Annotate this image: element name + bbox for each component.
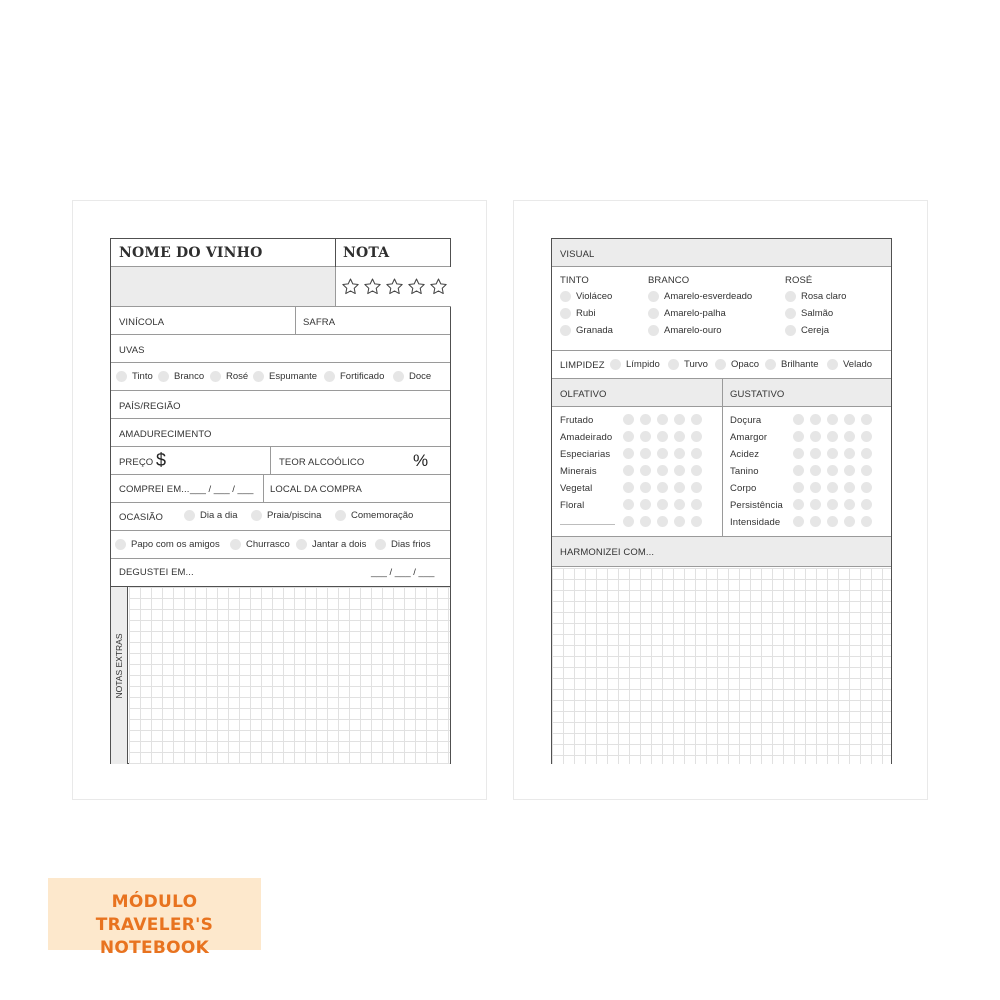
- scale-dot[interactable]: [793, 414, 804, 425]
- occasion-option-dia-a-dia[interactable]: Dia a dia: [184, 510, 238, 521]
- radio-dot: [324, 371, 335, 382]
- radio-dot: [648, 291, 659, 302]
- purchase-place-label: LOCAL DA COMPRA: [270, 484, 362, 495]
- sense-item-label: Corpo: [730, 483, 757, 494]
- tasted-date-blank[interactable]: ___ / ___ / ___: [371, 567, 435, 578]
- rating-stars[interactable]: [341, 277, 448, 296]
- scale-dot[interactable]: [657, 448, 668, 459]
- star-icon[interactable]: [385, 277, 404, 296]
- type-option-espumante[interactable]: Espumante: [253, 371, 317, 382]
- scale-dot[interactable]: [640, 482, 651, 493]
- olfactory-list: [552, 407, 722, 537]
- scale-dot[interactable]: [861, 499, 872, 510]
- notes-grid[interactable]: [129, 587, 450, 764]
- color-option-amarelo-palha[interactable]: Amarelo-palha: [648, 308, 726, 319]
- scale-dot[interactable]: [691, 448, 702, 459]
- scale-dot[interactable]: [623, 499, 634, 510]
- radio-dot: [375, 539, 386, 550]
- intensity-scale[interactable]: [623, 465, 702, 476]
- scale-dot[interactable]: [657, 465, 668, 476]
- scale-dot[interactable]: [810, 499, 821, 510]
- alcohol-label: TEOR ALCOÓLICO: [279, 457, 365, 468]
- scale-dot[interactable]: [674, 448, 685, 459]
- radio-dot: [251, 510, 262, 521]
- sense-item-label: Persistência: [730, 500, 783, 511]
- scale-dot[interactable]: [861, 414, 872, 425]
- radio-dot: [230, 539, 241, 550]
- color-option-violaceo[interactable]: Violáceo: [560, 291, 612, 302]
- sense-item-label: Floral: [560, 500, 585, 511]
- scale-dot[interactable]: [844, 431, 855, 442]
- intensity-scale[interactable]: [623, 448, 702, 459]
- scale-dot[interactable]: [640, 431, 651, 442]
- color-option-amarelo-esverdeado[interactable]: Amarelo-esverdeado: [648, 291, 752, 302]
- radio-dot: [253, 371, 264, 382]
- scale-dot[interactable]: [674, 431, 685, 442]
- scale-dot[interactable]: [640, 465, 651, 476]
- country-label: PAÍS/REGIÃO: [119, 401, 181, 412]
- clarity-row: [552, 351, 891, 379]
- sense-item-label: Especiarias: [560, 449, 611, 460]
- intensity-scale[interactable]: [793, 465, 872, 476]
- module-badge: [48, 878, 261, 958]
- radio-dot: [648, 308, 659, 319]
- scale-dot[interactable]: [691, 482, 702, 493]
- aging-row: [111, 419, 450, 447]
- scale-dot[interactable]: [623, 465, 634, 476]
- header-row: [111, 239, 450, 267]
- type-option-rose[interactable]: Rosé: [210, 371, 248, 382]
- scale-dot[interactable]: [640, 499, 651, 510]
- scale-dot[interactable]: [844, 465, 855, 476]
- scale-dot[interactable]: [827, 499, 838, 510]
- scale-dot[interactable]: [674, 516, 685, 527]
- scale-dot[interactable]: [623, 414, 634, 425]
- group-tinto-label: TINTO: [560, 275, 589, 286]
- scale-dot[interactable]: [691, 431, 702, 442]
- wine-info-card: [110, 238, 451, 764]
- scale-dot[interactable]: [674, 499, 685, 510]
- scale-dot[interactable]: [861, 448, 872, 459]
- sense-item-label: Vegetal: [560, 483, 593, 494]
- occasion-option-jantar[interactable]: Jantar a dois: [296, 539, 366, 550]
- purchase-row: [111, 475, 450, 503]
- purchase-divider: [263, 475, 264, 503]
- scale-dot[interactable]: [827, 448, 838, 459]
- group-branco-label: BRANCO: [648, 275, 690, 286]
- bought-date-blank[interactable]: ___ / ___ / ___: [190, 484, 254, 495]
- star-icon[interactable]: [407, 277, 426, 296]
- olfactory-label: OLFATIVO: [560, 389, 607, 400]
- scale-dot[interactable]: [657, 431, 668, 442]
- occasion-option-praia[interactable]: Praia/piscina: [251, 510, 321, 521]
- scale-dot[interactable]: [793, 448, 804, 459]
- radio-dot: [393, 371, 404, 382]
- clarity-option-limpido[interactable]: Límpido: [610, 359, 660, 370]
- rating-label: NOTA: [343, 245, 390, 261]
- scale-dot[interactable]: [793, 465, 804, 476]
- radio-dot: [560, 308, 571, 319]
- star-icon[interactable]: [429, 277, 448, 296]
- scale-dot[interactable]: [827, 431, 838, 442]
- clarity-option-brilhante[interactable]: Brilhante: [765, 359, 819, 370]
- radio-dot: [115, 539, 126, 550]
- country-row: [111, 391, 450, 419]
- intensity-scale[interactable]: [623, 431, 702, 442]
- scale-dot[interactable]: [810, 465, 821, 476]
- badge-line-1: MÓDULO: [111, 892, 198, 912]
- intensity-scale[interactable]: [793, 482, 872, 493]
- visual-header: [552, 239, 891, 267]
- intensity-scale[interactable]: [793, 516, 872, 527]
- radio-dot: [116, 371, 127, 382]
- scale-dot[interactable]: [657, 414, 668, 425]
- scale-dot[interactable]: [623, 431, 634, 442]
- price-row: [111, 447, 450, 475]
- group-rose-label: ROSÉ: [785, 275, 813, 286]
- scale-dot[interactable]: [657, 482, 668, 493]
- scale-dot[interactable]: [657, 499, 668, 510]
- sense-item-label: Amargor: [730, 432, 768, 443]
- scale-dot[interactable]: [844, 516, 855, 527]
- scale-dot[interactable]: [691, 414, 702, 425]
- scale-dot[interactable]: [623, 448, 634, 459]
- scale-dot[interactable]: [827, 516, 838, 527]
- intensity-scale[interactable]: [623, 482, 702, 493]
- radio-dot: [648, 325, 659, 336]
- color-section: [552, 267, 891, 351]
- scale-dot[interactable]: [674, 465, 685, 476]
- scale-dot[interactable]: [793, 482, 804, 493]
- scale-dot[interactable]: [861, 465, 872, 476]
- sense-item-label: Minerais: [560, 466, 597, 477]
- intensity-scale[interactable]: [623, 499, 702, 510]
- type-option-doce[interactable]: Doce: [393, 371, 431, 382]
- gustatory-label: GUSTATIVO: [730, 389, 785, 400]
- intensity-scale[interactable]: [623, 414, 702, 425]
- right-page: [513, 200, 928, 800]
- radio-dot: [668, 359, 679, 370]
- intensity-scale[interactable]: [793, 414, 872, 425]
- scale-dot[interactable]: [640, 414, 651, 425]
- occasion-option-comemoracao[interactable]: Comemoração: [335, 510, 413, 521]
- scale-dot[interactable]: [844, 414, 855, 425]
- type-option-tinto[interactable]: Tinto: [116, 371, 153, 382]
- gustatory-list: [722, 407, 892, 537]
- pairing-grid[interactable]: [552, 568, 891, 764]
- occasion-row-1: [111, 503, 450, 531]
- scale-dot[interactable]: [640, 448, 651, 459]
- radio-dot: [158, 371, 169, 382]
- pairing-header: [552, 537, 891, 567]
- type-option-fortificado[interactable]: Fortificado: [324, 371, 384, 382]
- scale-dot[interactable]: [623, 482, 634, 493]
- clarity-option-opaco[interactable]: Opaco: [715, 359, 759, 370]
- scale-dot[interactable]: [691, 499, 702, 510]
- scale-dot[interactable]: [810, 516, 821, 527]
- left-page: [72, 200, 487, 800]
- aging-label: AMADURECIMENTO: [119, 429, 212, 440]
- color-option-salmao[interactable]: Salmão: [785, 308, 833, 319]
- olfactory-extra-line[interactable]: [560, 524, 615, 525]
- wine-type-row: [111, 363, 450, 391]
- wine-name-label: NOME DO VINHO: [119, 245, 263, 261]
- price-divider: [270, 447, 271, 475]
- scale-dot[interactable]: [640, 516, 651, 527]
- scale-dot[interactable]: [691, 465, 702, 476]
- percent-symbol: %: [413, 451, 429, 470]
- sense-item-label: Intensidade: [730, 517, 781, 528]
- radio-dot: [560, 325, 571, 336]
- radio-dot: [296, 539, 307, 550]
- scale-dot[interactable]: [844, 448, 855, 459]
- scale-dot[interactable]: [793, 431, 804, 442]
- clarity-label: LIMPIDEZ: [560, 360, 605, 371]
- color-option-granada[interactable]: Granada: [560, 325, 613, 336]
- scale-dot[interactable]: [844, 499, 855, 510]
- intensity-scale[interactable]: [623, 516, 702, 527]
- price-label: PREÇO: [119, 457, 154, 468]
- visual-label: VISUAL: [560, 249, 595, 260]
- radio-dot: [715, 359, 726, 370]
- scale-dot[interactable]: [810, 414, 821, 425]
- color-option-rubi[interactable]: Rubi: [560, 308, 596, 319]
- scale-dot[interactable]: [657, 516, 668, 527]
- occasion-option-churrasco[interactable]: Churrasco: [230, 539, 290, 550]
- intensity-scale[interactable]: [793, 499, 872, 510]
- scale-dot[interactable]: [844, 482, 855, 493]
- occasion-row-2: [111, 531, 450, 559]
- scale-dot[interactable]: [810, 482, 821, 493]
- color-option-amarelo-ouro[interactable]: Amarelo-ouro: [648, 325, 722, 336]
- color-option-cereja[interactable]: Cereja: [785, 325, 829, 336]
- occasion-option-papo[interactable]: Papo com os amigos: [115, 539, 220, 550]
- radio-dot: [827, 359, 838, 370]
- star-icon[interactable]: [363, 277, 382, 296]
- sense-item-label: Frutado: [560, 415, 594, 426]
- senses-section: [552, 407, 891, 537]
- scale-dot[interactable]: [793, 516, 804, 527]
- tasting-card: [551, 238, 892, 764]
- scale-dot[interactable]: [674, 482, 685, 493]
- intensity-scale[interactable]: [793, 431, 872, 442]
- radio-dot: [610, 359, 621, 370]
- scale-dot[interactable]: [861, 516, 872, 527]
- vintage-label: SAFRA: [303, 317, 336, 328]
- bought-label: COMPREI EM...: [119, 484, 190, 495]
- type-option-branco[interactable]: Branco: [158, 371, 204, 382]
- radio-dot: [210, 371, 221, 382]
- sense-item-label: Amadeirado: [560, 432, 613, 443]
- winery-label: VINÍCOLA: [119, 317, 165, 328]
- badge-line-2: TRAVELER'S NOTEBOOK: [95, 915, 214, 958]
- scale-dot[interactable]: [861, 482, 872, 493]
- intensity-scale[interactable]: [793, 448, 872, 459]
- scale-dot[interactable]: [861, 431, 872, 442]
- radio-dot: [184, 510, 195, 521]
- scale-dot[interactable]: [674, 414, 685, 425]
- notes-label: NOTAS EXTRAS: [114, 633, 124, 699]
- occasion-label: OCASIÃO: [119, 512, 163, 523]
- header-divider: [335, 239, 336, 267]
- scale-dot[interactable]: [827, 482, 838, 493]
- occasion-option-dias-frios[interactable]: Dias frios: [375, 539, 431, 550]
- radio-dot: [335, 510, 346, 521]
- tasted-label: DEGUSTEI EM...: [119, 567, 194, 578]
- pairing-label: HARMONIZEI COM...: [560, 547, 655, 558]
- notes-sidebar: [111, 587, 128, 764]
- radio-dot: [560, 291, 571, 302]
- star-icon[interactable]: [341, 277, 360, 296]
- sense-item-label: Doçura: [730, 415, 762, 426]
- currency-symbol: $: [156, 450, 167, 470]
- scale-dot[interactable]: [793, 499, 804, 510]
- scale-dot[interactable]: [827, 414, 838, 425]
- scale-dot[interactable]: [810, 431, 821, 442]
- grapes-row: [111, 335, 450, 363]
- tasted-row: [111, 559, 450, 587]
- radio-dot: [785, 325, 796, 336]
- winery-row: [111, 307, 450, 335]
- winery-divider: [295, 307, 296, 335]
- sense-item-label: Tanino: [730, 466, 759, 477]
- rating-box: [335, 267, 451, 307]
- radio-dot: [785, 308, 796, 319]
- radio-dot: [765, 359, 776, 370]
- color-option-rosa-claro[interactable]: Rosa claro: [785, 291, 846, 302]
- clarity-option-turvo[interactable]: Turvo: [668, 359, 708, 370]
- scale-dot[interactable]: [827, 465, 838, 476]
- clarity-option-velado[interactable]: Velado: [827, 359, 872, 370]
- radio-dot: [785, 291, 796, 302]
- scale-dot[interactable]: [691, 516, 702, 527]
- sense-item-label: Acidez: [730, 449, 760, 460]
- scale-dot[interactable]: [810, 448, 821, 459]
- grapes-label: UVAS: [119, 345, 145, 356]
- scale-dot[interactable]: [623, 516, 634, 527]
